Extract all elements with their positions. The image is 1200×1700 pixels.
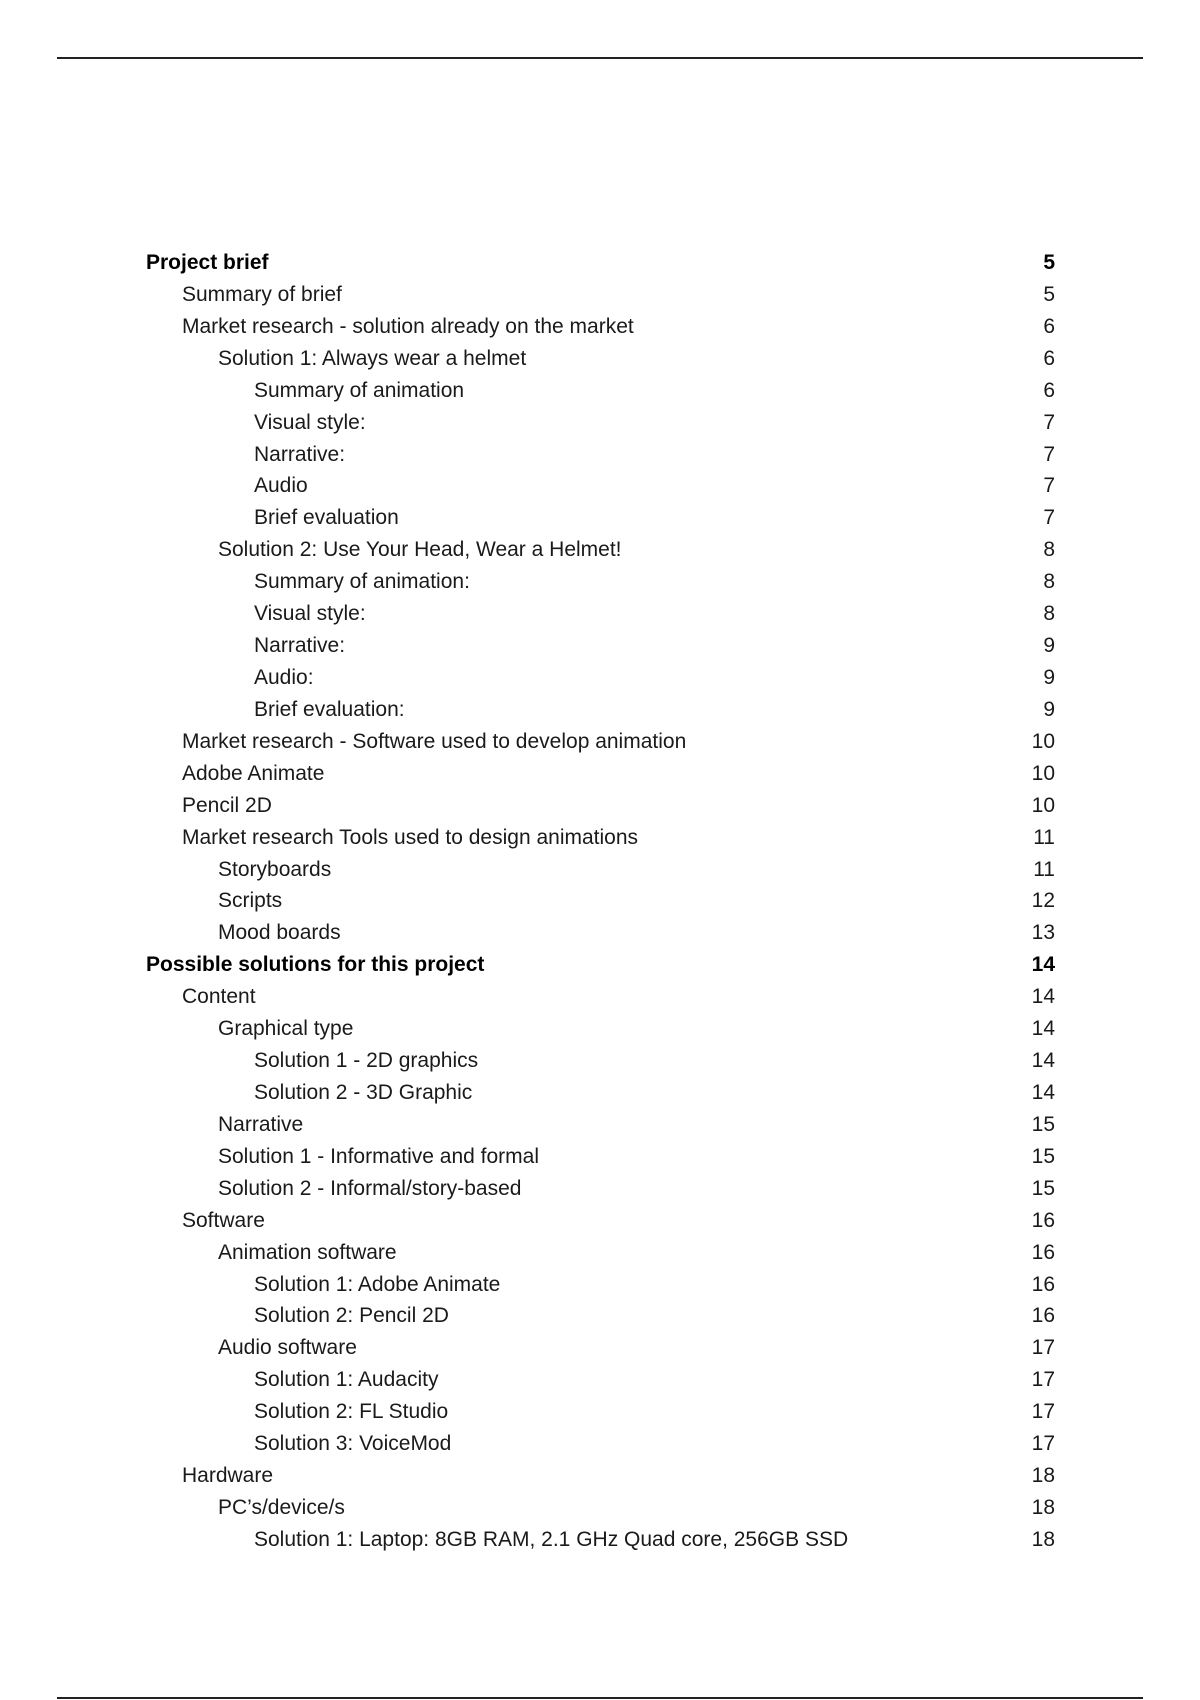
toc-entry-title: Audio [254,474,308,498]
toc-entry-title: Solution 3: VoiceMod [254,1432,452,1456]
toc-entry[interactable] [0,981,1200,1013]
toc-entry-title: Visual style: [254,410,366,434]
toc-entry-page-number: 17 [1031,1368,1055,1392]
toc-entry-page-number: 10 [1031,761,1055,785]
toc-entry-page-number: 11 [1033,825,1055,849]
toc-entry-title: Project brief [146,251,269,274]
toc-entry[interactable] [0,502,1200,534]
toc-entry[interactable] [0,1045,1200,1077]
toc-entry-title: Market research Tools used to design animations [182,825,639,849]
toc-entry-title: Market research - Software used to develop animation [182,729,687,753]
toc-entry[interactable] [0,375,1200,407]
toc-entry[interactable] [0,407,1200,439]
toc-entry[interactable] [0,1524,1200,1556]
toc-entry-page-number: 16 [1031,1304,1055,1328]
toc-entry-page-number: 14 [1031,953,1055,977]
toc-entry-title: Scripts [218,889,283,913]
toc-entry[interactable] [0,1332,1200,1364]
toc-entry[interactable] [0,822,1200,854]
toc-entry-page-number: 17 [1031,1336,1055,1360]
toc-entry-title: Mood boards [218,921,341,945]
toc-entry[interactable] [0,885,1200,917]
toc-entry-page-number: 6 [1043,314,1055,338]
toc-entry-page-number: 14 [1031,1017,1055,1041]
toc-entry[interactable] [0,1364,1200,1396]
toc-entry-page-number: 14 [1031,985,1055,1009]
header-rule [57,57,1143,59]
toc-entry-page-number: 13 [1031,921,1055,945]
toc-entry[interactable] [0,694,1200,726]
toc-entry[interactable] [0,662,1200,694]
toc-entry-title: Summary of animation: [254,570,470,594]
toc-entry-page-number: 6 [1043,346,1055,370]
toc-entry-title: Solution 1 - Informative and formal [218,1144,539,1168]
toc-entry-page-number: 14 [1031,1049,1055,1073]
toc-entry[interactable] [0,566,1200,598]
toc-entry[interactable] [0,630,1200,662]
toc-entry-page-number: 17 [1031,1400,1055,1424]
toc-entry-page-number: 9 [1043,665,1055,689]
toc-entry-title: Summary of brief [182,282,342,306]
toc-entry-page-number: 15 [1031,1176,1055,1200]
toc-entry-title: Narrative: [254,634,346,658]
toc-entry[interactable] [0,1428,1200,1460]
toc-entry-page-number: 5 [1043,282,1055,306]
toc-entry-title: Brief evaluation [254,506,399,530]
toc-entry-title: Software [182,1208,265,1232]
toc-entry-title: Visual style: [254,602,366,626]
toc-entry[interactable] [0,1013,1200,1045]
toc-entry-title: PC’s/device/s [218,1495,345,1519]
toc-entry-title: Solution 2: Use Your Head, Wear a Helmet! [218,538,622,562]
toc-entry[interactable] [0,470,1200,502]
toc-entry-page-number: 14 [1031,1080,1055,1104]
toc-entry-title: Narrative [218,1112,304,1136]
toc-entry-page-number: 7 [1043,410,1055,434]
toc-entry-page-number: 8 [1043,538,1055,562]
toc-entry-page-number: 10 [1031,729,1055,753]
toc-entry[interactable] [0,1141,1200,1173]
toc-entry-page-number: 8 [1043,602,1055,626]
toc-entry-page-number: 9 [1043,697,1055,721]
toc-entry-page-number: 9 [1043,634,1055,658]
toc-entry[interactable] [0,917,1200,949]
toc-entry-title: Narrative: [254,442,346,466]
toc-entry-title: Solution 1: Adobe Animate [254,1272,501,1296]
footer-rule [57,1697,1143,1699]
toc-entry[interactable] [0,1460,1200,1492]
toc-entry-title: Brief evaluation: [254,697,405,721]
toc-entry-title: Solution 2 - 3D Graphic [254,1080,473,1104]
toc-entry[interactable] [0,1205,1200,1237]
toc-entry[interactable] [0,1269,1200,1301]
toc-entry[interactable] [0,534,1200,566]
toc-entry-page-number: 10 [1031,793,1055,817]
toc-entry-title: Audio software [218,1336,357,1360]
toc-entry-page-number: 15 [1031,1112,1055,1136]
toc-entry-page-number: 7 [1043,474,1055,498]
toc-entry-title: Possible solutions for this project [146,953,485,977]
toc-entry-page-number: 5 [1043,251,1055,274]
toc-entry[interactable] [0,439,1200,471]
toc-entry[interactable] [0,790,1200,822]
toc-entry-title: Graphical type [218,1017,354,1041]
toc-entry-page-number: 7 [1043,506,1055,530]
toc-entry[interactable] [0,1237,1200,1269]
toc-entry-page-number: 16 [1031,1272,1055,1296]
toc-entry-title: Content [182,985,256,1009]
toc-entry-title: Summary of animation [254,378,465,402]
toc-entry-title: Audio: [254,665,314,689]
toc-entry-page-number: 17 [1031,1432,1055,1456]
toc-entry-title: Solution 2 - Informal/story-based [218,1176,522,1200]
toc-entry[interactable] [0,726,1200,758]
toc-entry[interactable] [0,854,1200,886]
toc-entry-title: Solution 2: FL Studio [254,1400,449,1424]
toc-entry-page-number: 16 [1031,1208,1055,1232]
toc-entry-title: Solution 1: Laptop: 8GB RAM, 2.1 GHz Quad core, 256GB SSD [254,1527,849,1551]
toc-entry-page-number: 16 [1031,1240,1055,1264]
toc-entry-page-number: 11 [1033,857,1055,881]
toc-entry-title: Solution 1: Always wear a helmet [218,346,527,370]
toc-entry[interactable] [0,1396,1200,1428]
toc-entry-title: Pencil 2D [182,793,272,817]
toc-entry[interactable] [0,949,1200,981]
toc-entry-title: Solution 1 - 2D graphics [254,1049,479,1073]
toc-entry-page-number: 12 [1031,889,1055,913]
toc-entry[interactable] [0,1300,1200,1332]
toc-entry[interactable] [0,1492,1200,1524]
toc-entry-title: Animation software [218,1240,397,1264]
toc-entry[interactable] [0,1077,1200,1109]
toc-entry-title: Solution 2: Pencil 2D [254,1304,449,1328]
toc-entry[interactable] [0,598,1200,630]
toc-entry[interactable] [0,311,1200,343]
toc-entry[interactable] [0,1109,1200,1141]
toc-entry-page-number: 18 [1031,1527,1055,1551]
toc-entry[interactable] [0,247,1200,279]
toc-entry[interactable] [0,279,1200,311]
toc-entry-page-number: 15 [1031,1144,1055,1168]
toc-entry[interactable] [0,758,1200,790]
toc-entry-page-number: 18 [1031,1464,1055,1488]
table-of-contents [0,247,1200,1556]
toc-entry-title: Market research - solution already on the market [182,314,634,338]
toc-entry-title: Storyboards [218,857,332,881]
toc-entry[interactable] [0,1173,1200,1205]
toc-entry-title: Solution 1: Audacity [254,1368,439,1392]
toc-entry-page-number: 6 [1043,378,1055,402]
toc-entry-title: Hardware [182,1464,274,1488]
toc-entry-page-number: 8 [1043,570,1055,594]
toc-entry-page-number: 7 [1043,442,1055,466]
toc-entry[interactable] [0,343,1200,375]
toc-entry-page-number: 18 [1031,1495,1055,1519]
toc-entry-title: Adobe Animate [182,761,325,785]
